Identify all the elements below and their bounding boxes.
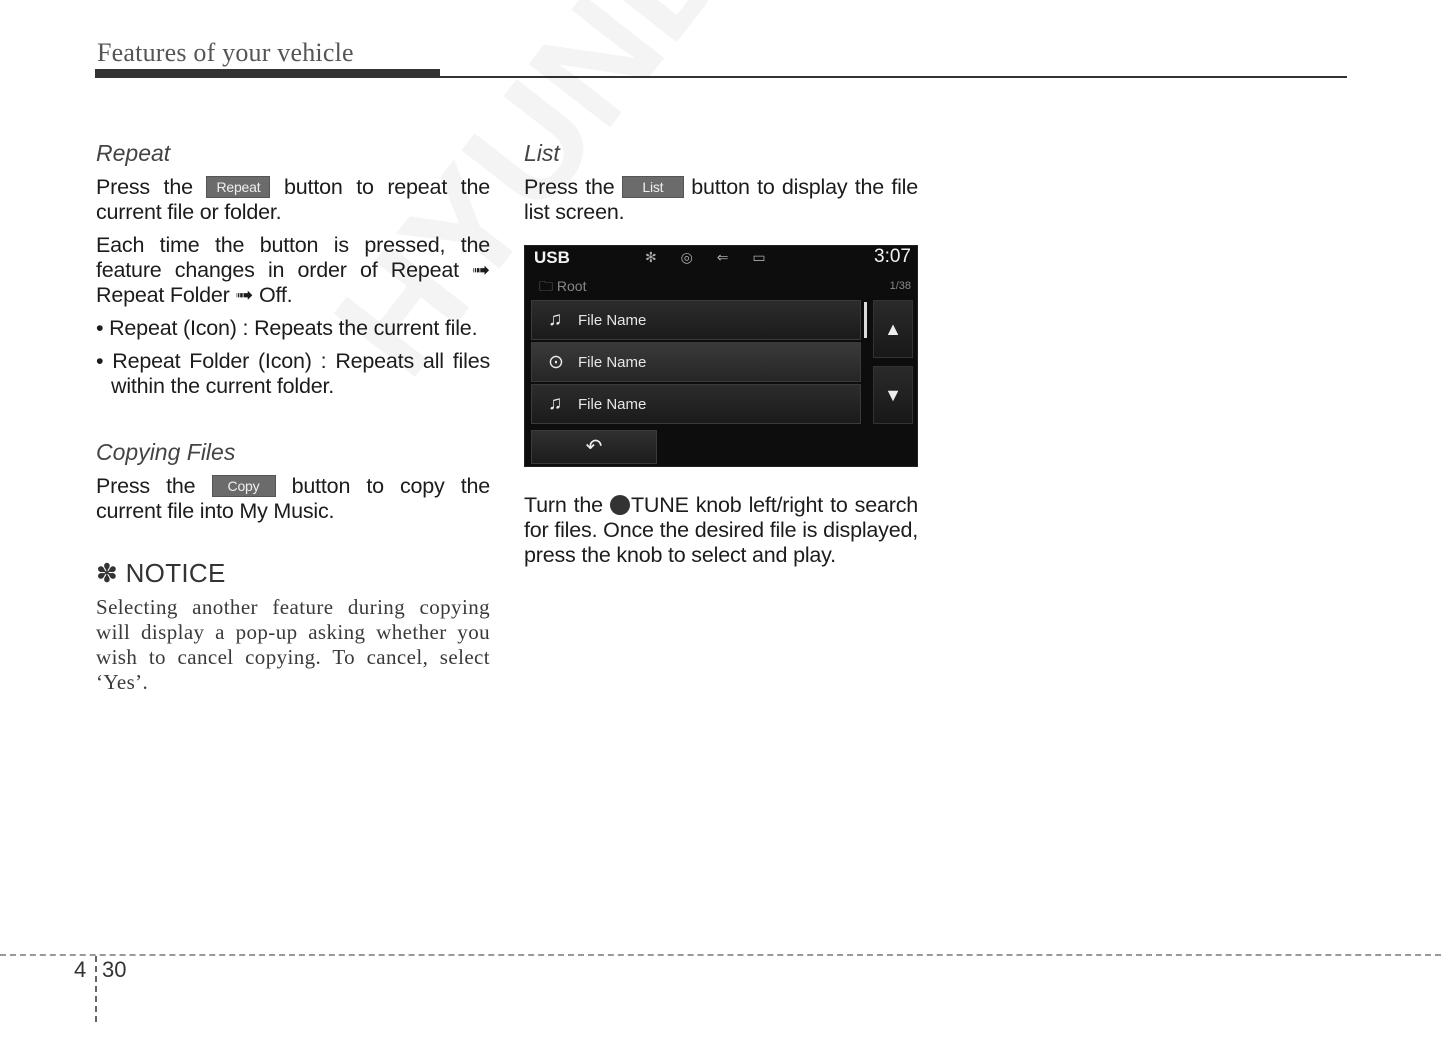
music-note-icon: ♫ — [548, 309, 563, 330]
list-paragraph-2 — [524, 493, 918, 568]
file-name-label: File Name — [578, 396, 647, 413]
folder-name: Root — [556, 278, 587, 294]
header-rule-thick — [95, 69, 440, 76]
music-note-icon: ♫ — [548, 393, 563, 414]
screen-source-label: USB — [534, 248, 570, 267]
back-button[interactable] — [531, 430, 657, 464]
triangle-down-icon: ▼ — [884, 385, 902, 405]
folder-icon: 🗀 — [539, 278, 553, 294]
list-paragraph-1 — [524, 175, 918, 225]
page-header-title: Features of your vehicle — [97, 38, 354, 67]
triangle-up-icon: ▲ — [884, 319, 902, 339]
list-heading: List — [524, 140, 560, 166]
file-list-row[interactable] — [531, 342, 861, 382]
copying-text-before: Press the — [96, 474, 196, 498]
scroll-up-button[interactable] — [873, 300, 913, 358]
header-rule — [95, 76, 1347, 78]
repeat-bullet-1: • Repeat (Icon) : Repeats the current file. — [96, 316, 478, 340]
file-list-row[interactable] — [531, 384, 861, 424]
repeat-bullet-2: • Repeat Folder (Icon) : Repeats all files within the current folder. — [96, 349, 490, 398]
repeat-text-before: Press the — [96, 175, 193, 199]
play-circle-icon: ⊙ — [548, 352, 564, 373]
file-count: 1/38 — [889, 280, 911, 292]
notice-heading: ✽ NOTICE — [96, 558, 226, 588]
list-button: List — [622, 176, 684, 198]
list-text-after: button to display the file list screen. — [524, 175, 919, 224]
repeat-button: Repeat — [206, 176, 270, 198]
usb-file-list-screen — [524, 245, 918, 467]
back-arrow-icon: ↶ — [585, 436, 603, 458]
scroll-down-button[interactable] — [873, 366, 913, 424]
page-number: 30 — [102, 957, 127, 982]
left-column — [96, 140, 490, 695]
tune-knob-icon — [610, 495, 630, 515]
repeat-paragraph-2: Each time the button is pressed, the feature changes in order of Repeat ➟ Repeat Folder ➟ Off. — [96, 233, 490, 307]
screen-status-bar — [525, 246, 917, 272]
copying-paragraph — [96, 474, 490, 524]
copy-button: Copy — [212, 475, 276, 497]
notice-body: Selecting another feature during copying will display a pop-up asking whether you wish to cancel copying. To cancel, select ‘Yes’. — [96, 595, 490, 694]
file-list-row[interactable] — [531, 300, 861, 340]
list2-text-after: TUNE knob left/right to search for files. Once the desired file is displayed, press the knob to select and play. — [524, 493, 919, 567]
footer-rule — [0, 954, 1441, 956]
footer-divider — [95, 956, 97, 1022]
list2-text-before: Turn the — [524, 493, 603, 517]
copying-text-after: button to copy the current file into My Music. — [96, 474, 490, 523]
repeat-text-after: button to repeat the current file or folder. — [96, 175, 490, 224]
repeat-paragraph-1 — [96, 175, 490, 225]
middle-column — [524, 140, 918, 568]
screen-clock: 3:07 — [874, 246, 911, 267]
folder-path — [539, 276, 586, 300]
status-icons: ✻ ◎ ⇐ ▭ — [645, 249, 776, 265]
repeat-heading: Repeat — [96, 140, 171, 166]
file-name-label: File Name — [578, 354, 647, 371]
list-scrollbar[interactable] — [864, 302, 867, 338]
copying-heading: Copying Files — [96, 439, 236, 465]
file-name-label: File Name — [578, 312, 647, 329]
list-text-before: Press the — [524, 175, 615, 199]
chapter-number: 4 — [74, 957, 87, 982]
